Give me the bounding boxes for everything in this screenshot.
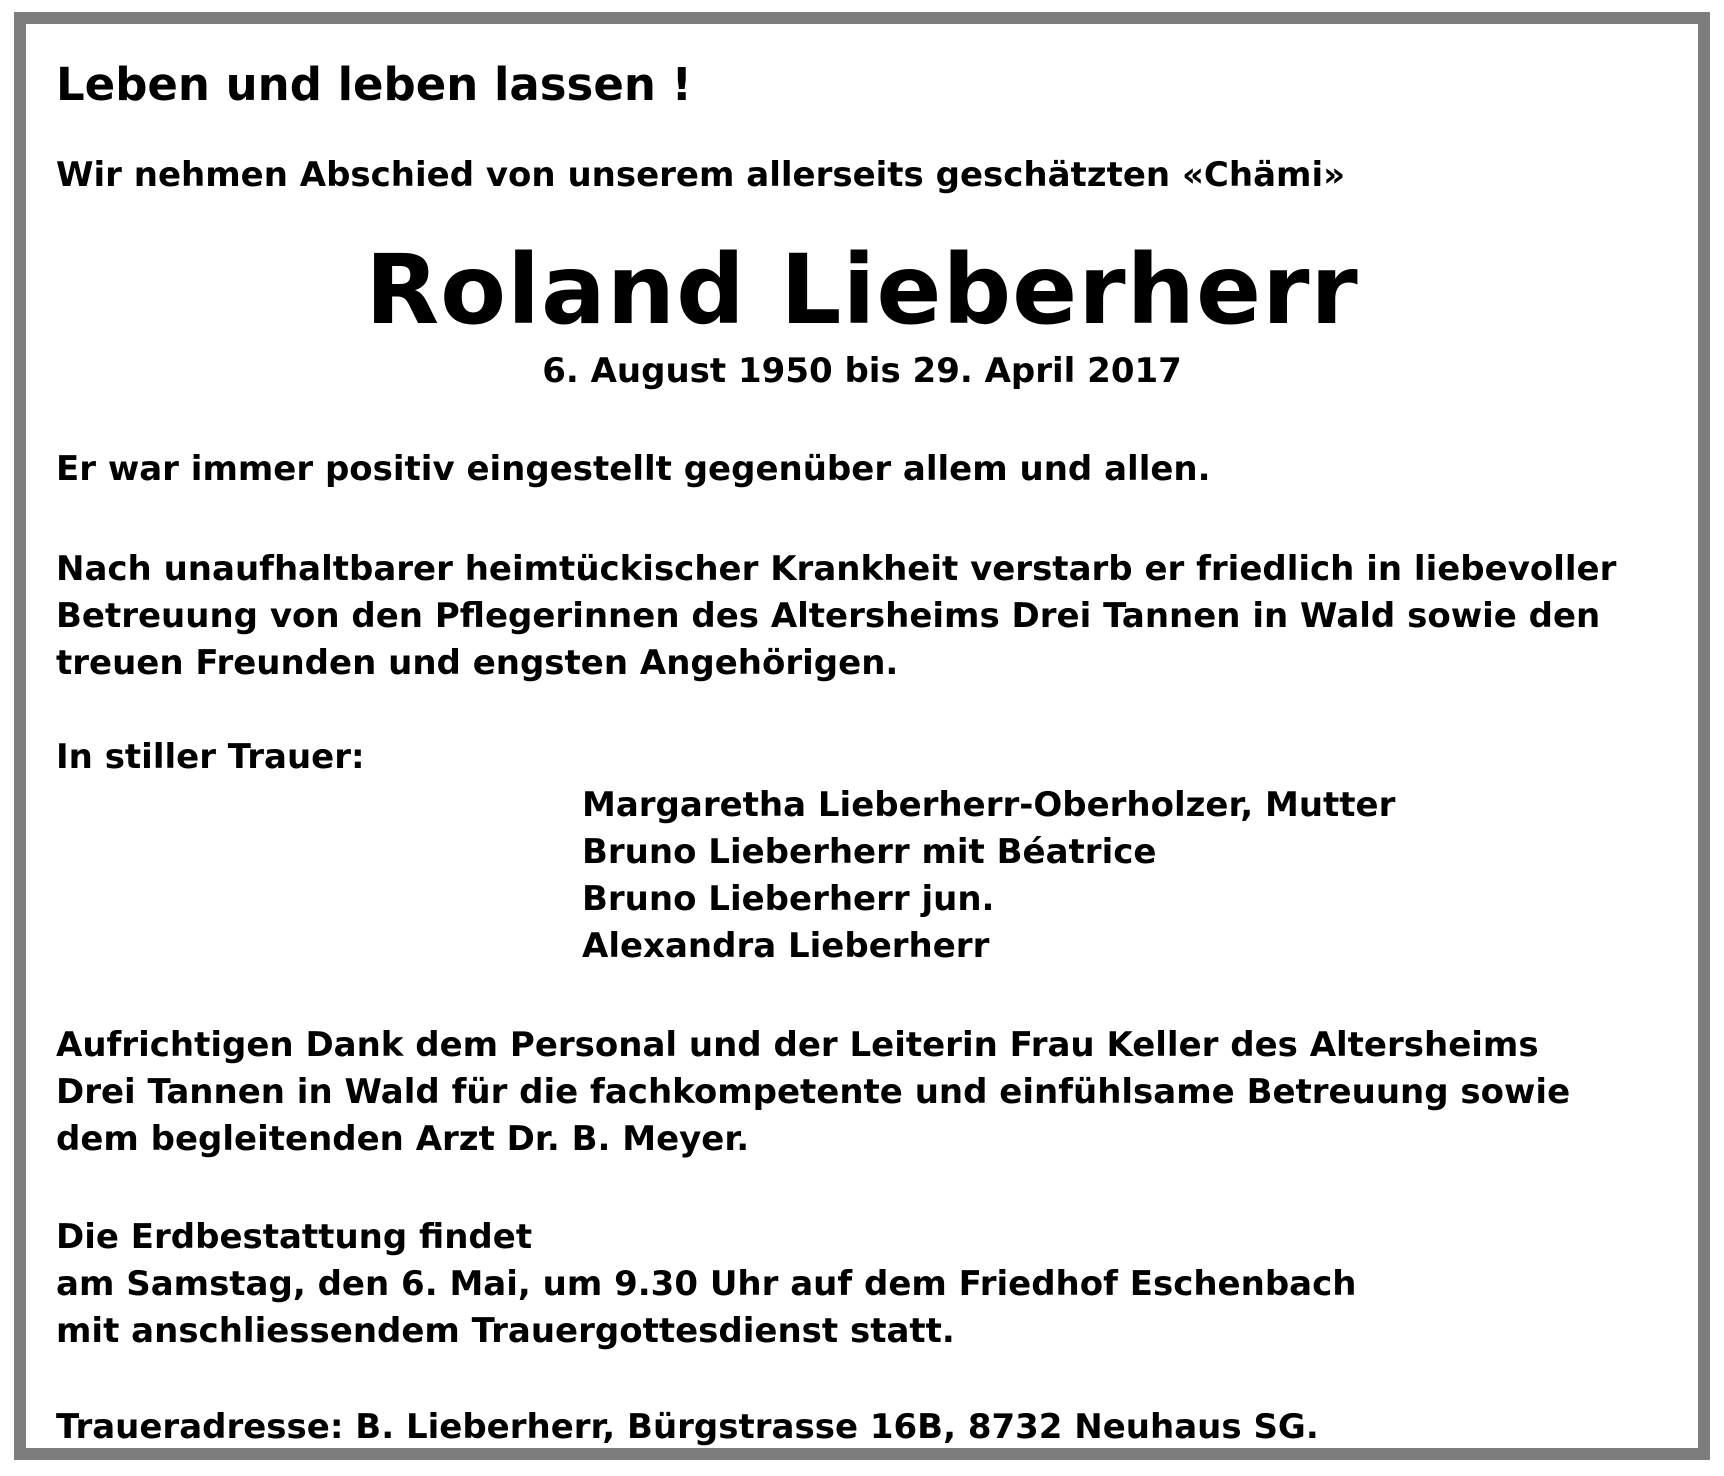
paragraph-line: Die Erdbestattung findet — [56, 1217, 533, 1257]
mourning-label — [56, 734, 365, 781]
intro-line: Wir nehmen Abschied von unserem allerseits geschätzten «Chämi» — [56, 155, 1346, 195]
character-paragraph — [56, 446, 1211, 493]
paragraph-line: Aufrichtigen Dank dem Personal und der Leiterin Frau Keller des Altersheims — [56, 1025, 1539, 1065]
paragraph-line: mit anschliessendem Trauergottesdienst statt. — [56, 1311, 955, 1351]
funeral-paragraph — [56, 1214, 1356, 1355]
thanks-paragraph — [56, 1022, 1570, 1163]
paragraph-line: Nach unaufhaltbarer heimtückischer Krankheit verstarb er friedlich in liebevoller — [56, 549, 1617, 589]
passing-paragraph — [56, 546, 1616, 687]
mourner-item: Bruno Lieberherr mit Béatrice — [582, 832, 1157, 872]
mourners-list — [582, 782, 1395, 970]
headline: Leben und leben lassen ! — [56, 58, 693, 111]
mourner-item: Bruno Lieberherr jun. — [582, 879, 995, 919]
address-line: Traueradresse: B. Lieberherr, Bürgstrasse 16B, 8732 Neuhaus SG. — [56, 1407, 1319, 1447]
paragraph-line: dem begleitenden Arzt Dr. B. Meyer. — [56, 1119, 750, 1159]
mourning-address — [56, 1404, 1319, 1451]
paragraph-line: am Samstag, den 6. Mai, um 9.30 Uhr auf dem Friedhof Eschenbach — [56, 1264, 1357, 1304]
paragraph-line: Er war immer positiv eingestellt gegenüber allem und allen. — [56, 449, 1211, 489]
mourning-label-text: In stiller Trauer: — [56, 737, 365, 777]
deceased-name: Roland Lieberherr — [365, 234, 1359, 346]
mourner-item: Alexandra Lieberherr — [582, 926, 990, 966]
obituary-notice — [14, 12, 1710, 1460]
life-dates: 6. August 1950 bis 29. April 2017 — [542, 351, 1182, 391]
mourner-item: Margaretha Lieberherr-Oberholzer, Mutter — [582, 785, 1396, 825]
paragraph-line: Drei Tannen in Wald für die fachkompetente und einfühlsame Betreuung sowie — [56, 1072, 1571, 1112]
paragraph-line: Betreuung von den Pflegerinnen des Altersheims Drei Tannen in Wald sowie den — [56, 596, 1601, 636]
paragraph-line: treuen Freunden und engsten Angehörigen. — [56, 643, 899, 683]
